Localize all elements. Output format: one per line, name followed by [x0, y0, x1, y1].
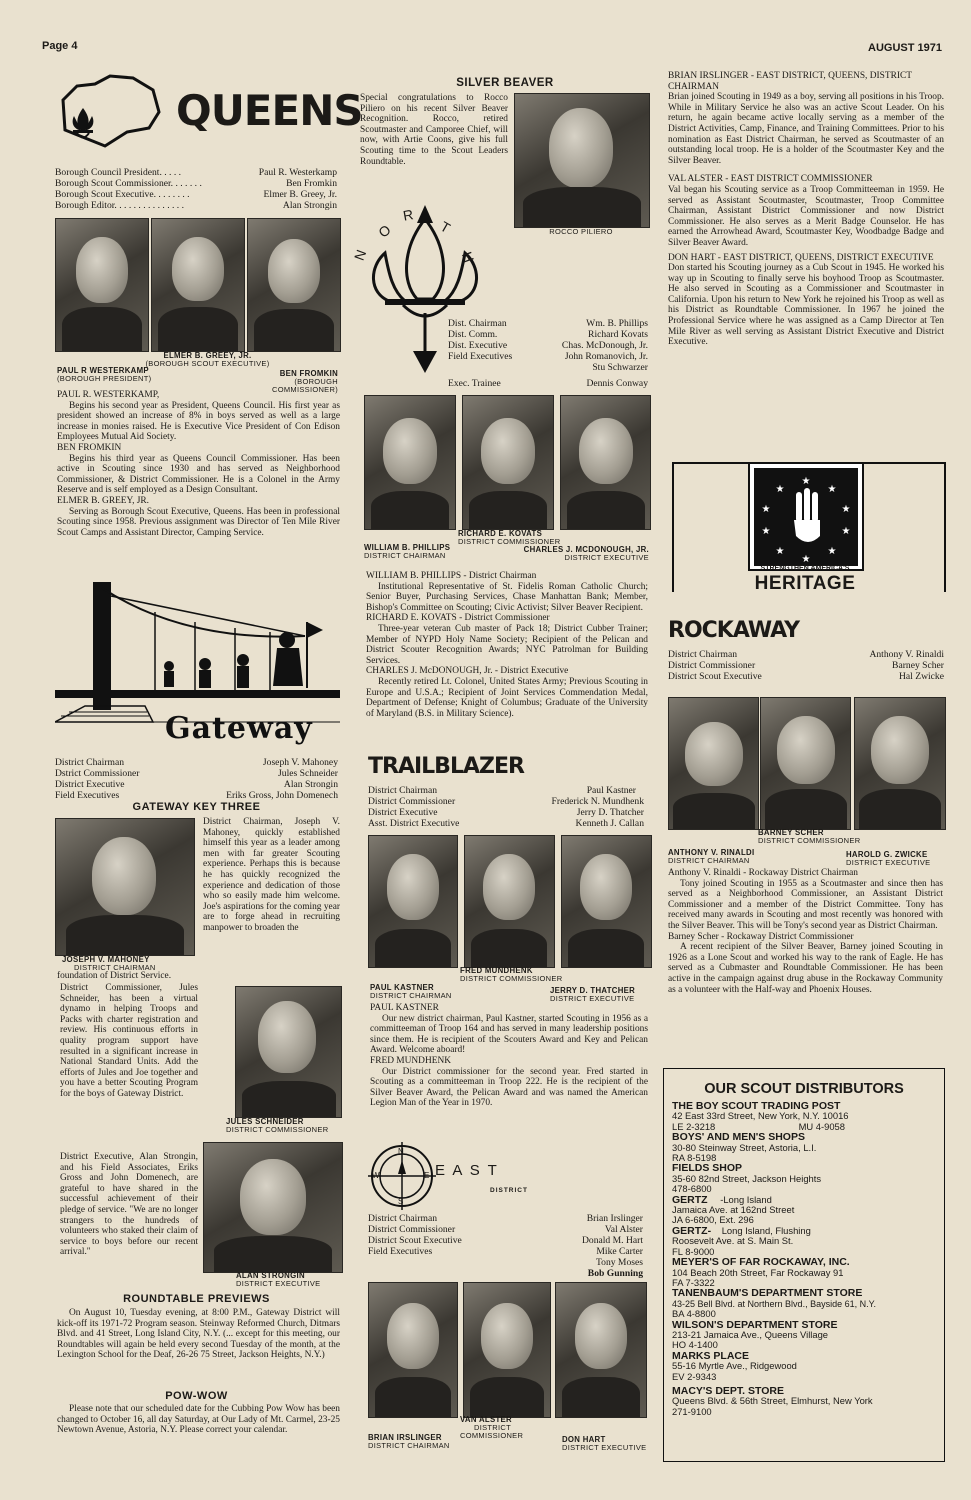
caption-role: (BOROUGH COMMISSIONER)	[272, 377, 338, 394]
issue-date: AUGUST 1971	[868, 42, 942, 54]
caption-role: DISTRICT CHAIRMAN	[74, 963, 156, 972]
officer-name: Elmer B. Greey, Jr.	[263, 189, 337, 200]
bio-name: PAUL R. WESTERKAMP,	[57, 390, 160, 400]
caption-name: CHARLES J. MCDONOUGH, JR.	[523, 545, 649, 554]
caption-scher	[758, 829, 868, 845]
roster-name: Frederick N. Mundhenk	[551, 796, 644, 807]
photo-scher	[760, 697, 851, 830]
photo-phillips	[364, 395, 456, 530]
roster-row	[55, 790, 338, 801]
caption-thatcher	[550, 987, 650, 1003]
bio-text: Our District commissioner for the second year. Fred started in Scouting as a committeeman in Troop 222. He is the recipient of the Silver Beaver Award, the Pelican Award and was named the American Legion Man of the Year in 1970.	[370, 1066, 648, 1109]
photo-mahoney	[55, 818, 195, 956]
roster-row	[448, 362, 648, 373]
caption-role: DISTRICT CHAIRMAN	[368, 1441, 450, 1450]
roster-row	[368, 1224, 643, 1235]
caption-mundhenk	[460, 967, 570, 983]
bio-text: Our new district chairman, Paul Kastner, started Scouting in 1956 as a committeeman of Troop 164 and has served in many leadership positions since them. He is recipient of the Scouters Award and Key and Pelican Award. Welcome aboard!	[370, 1013, 648, 1056]
distributor-name: MACY'S DEPT. STORE	[672, 1384, 784, 1397]
caption-name: JERRY D. THATCHER	[550, 986, 636, 995]
distributor-line: 42 East 33rd Street, New York, N.Y. 10016	[672, 1110, 849, 1122]
distributor-item	[672, 1132, 936, 1163]
caption-mcdonough	[505, 546, 649, 562]
roster-name: Dennis Conway	[586, 378, 648, 389]
roster-name: Mike Carter	[596, 1246, 643, 1257]
roster-role: District Executive	[55, 779, 125, 790]
svg-text:★: ★	[801, 554, 811, 565]
queens-map-outline	[55, 72, 165, 152]
roster-row	[368, 1213, 643, 1224]
bio-text: Brian joined Scouting in 1949 as a boy, serving all positions in his Troop. While in Military Service he also was an active Scout Leader. On his return, he again became active locally serving as a member of the District Activities, Camp, Finance, and Training Committees. Prior to his nomination as East District Chairman, he served as Scoutmaster of an outstanding local troop. He is a holder of the Scoutmaster Key and the Silver Beaver.	[668, 92, 944, 166]
roster-row	[668, 671, 944, 682]
distributors-list	[664, 1097, 944, 1417]
roster-name: Donald M. Hart	[581, 1235, 643, 1246]
compass-letter: N	[398, 1147, 404, 1156]
caption-irslinger	[368, 1434, 478, 1450]
compass-letter: S	[398, 1197, 404, 1206]
svg-text:★: ★	[761, 526, 771, 537]
rockaway-roster	[668, 649, 944, 682]
photo-irslinger	[368, 1282, 458, 1418]
bio-text: Recently retired Lt. Colonel, United States Army; Previous Scouting in Europe and U.S.A.; Recipient of Joint Services Commendation Medal, Department of Defense; Knight of Columbus; Graduate of the University of Maryland (B.S. in Military Science).	[366, 676, 648, 719]
caption-rinaldi	[668, 849, 778, 865]
photo-alster	[463, 1282, 551, 1418]
photo-mcdonough	[560, 395, 651, 530]
caption-strongin	[236, 1272, 340, 1288]
compass-letter: R	[401, 206, 415, 224]
distributor-line: Roosevelt Ave. at S. Main St.	[672, 1235, 794, 1247]
distributor-line: Long Island, Flushing	[721, 1224, 811, 1236]
roster-row	[368, 796, 644, 807]
north-roster	[448, 318, 648, 389]
distributor-name: BOYS' AND MEN'S SHOPS	[672, 1131, 805, 1144]
distributor-line: EV 2-9343	[672, 1370, 717, 1382]
roundtable-title: ROUNDTABLE PREVIEWS	[123, 1293, 270, 1305]
roster-role: District Chairman	[368, 785, 438, 796]
distributor-item	[672, 1163, 936, 1194]
roster-row	[368, 807, 644, 818]
silver-beaver-title: SILVER BEAVER	[456, 77, 554, 89]
caption-name: VAN ALSTER	[460, 1415, 512, 1424]
distributor-item	[672, 1386, 936, 1417]
caption-greey	[145, 352, 270, 368]
roster-row	[448, 318, 648, 329]
distributor-line: JA 6-6800, Ext. 296	[672, 1214, 754, 1226]
distributor-name: GERTZ-	[672, 1224, 712, 1237]
roster-name: Stu Schwarzer	[592, 362, 648, 373]
roster-name: Hal Zwicke	[898, 671, 944, 682]
trailblazer-title: TRAILBLAZER	[368, 754, 524, 779]
distributor-item	[672, 1257, 936, 1288]
caption-zwicke	[846, 851, 944, 867]
svg-text:★: ★	[827, 484, 837, 495]
roster-role: District Commissioner	[368, 796, 456, 807]
roster-role: District Commissioner	[368, 1224, 456, 1235]
officer-name: Alan Strongin	[282, 200, 337, 211]
east-roster	[368, 1213, 643, 1279]
roster-row	[55, 779, 338, 790]
roster-row	[448, 329, 648, 340]
caption-name: BEN FROMKIN	[279, 369, 338, 378]
roster-role: Dist. Chairman	[448, 318, 507, 329]
distributor-line: 30-80 Steinway Street, Astoria, L.I.	[672, 1141, 817, 1153]
compass-letter: H	[458, 249, 478, 265]
caption-name: RICHARD E. KOVATS	[458, 529, 543, 538]
bio-name: Anthony V. Rinaldi - Rockaway District Chairman	[668, 868, 858, 878]
distributor-line: 43-25 Bell Blvd. at Northern Blvd., Bayside 61, N.Y.	[672, 1298, 876, 1309]
roster-name: Barney Scher	[892, 660, 944, 671]
roster-name: Joseph V. Mahoney	[262, 757, 338, 768]
bio-text: Don started his Scouting journey as a Cub Scout in 1945. He worked his way up in Scouting to finally serve his boyhood Troop as Scoutmaster. He also served in Scouting as a Commissioner and Scoutmaster in California. Upon his return to New York he rejoined his Troop as well as his District as Roundtable Commissioner. In 1967 he joined the Professional Service where he was assigned as a Camp Director at Ten Mile River as well serving as Assistant District Executive and District Executive.	[668, 263, 944, 348]
caption-name: PAUL KASTNER	[370, 983, 434, 992]
bio-text: Tony joined Scouting in 1955 as a Scoutmaster and since then has served as a Neighborhood Commissioner, an Assistant District Commissioner and a member of the District Committee. Tony has received many awards in Scouting and most recently was honored with the Silver Beaver. This will be Tony's second year as District Chairman.	[668, 878, 943, 931]
roster-role: District Executive	[368, 807, 438, 818]
distributor-item	[672, 1320, 936, 1351]
photo-schneider	[235, 986, 342, 1118]
distributor-item	[672, 1351, 936, 1382]
powwow-text: Please note that our scheduled date for the Cubbing Pow Wow has been changed to October 16, all day Saturday, at Our Lady of Mt. Carmel, 23-25 Newtown Avenue, Astoria, N.Y. Please correct your calendar.	[57, 1404, 340, 1436]
bio-name: PAUL KASTNER	[370, 1003, 439, 1013]
caption-hart	[562, 1436, 652, 1452]
distributor-line: FA 7-3322	[672, 1276, 715, 1288]
distributor-item	[672, 1101, 936, 1132]
roster-role: Asst. District Executive	[368, 818, 460, 829]
officer-row	[55, 189, 337, 200]
svg-text:★: ★	[801, 476, 811, 487]
queens-bios	[57, 390, 340, 538]
roster-role: District Chairman	[55, 757, 125, 768]
distributor-line: 213-21 Jamaica Ave., Queens Village	[672, 1328, 829, 1340]
svg-text:★: ★	[841, 526, 851, 537]
caption-role: DISTRICT COMMISSIONER	[460, 1423, 524, 1440]
roster-role: Field Executives	[55, 790, 120, 801]
bio-name: RICHARD E. KOVATS - District Commissioner	[366, 613, 550, 624]
compass-letter: T	[437, 217, 453, 237]
roster-row	[368, 785, 644, 796]
officer-role: Borough Council President. . . . .	[55, 167, 182, 178]
mahoney-text: District Chairman, Joseph V. Mahoney, quickly established himself this year as a leader among men with far greater Scouting experience. Perhaps this is because he has quickly recognized the experience and dedication of those who so easily made him welcome. Joe's aspirations for the coming year are to forge ahead in recruiting manpower to broaden the	[203, 817, 340, 933]
silver-beaver-text: Special congratulations to Rocco Piliero on his recent Silver Beaver Recognition. Rocco, retired Scoutmaster and Camporee Chief, will now, with Artie Coons, give his full Scouting time to the Scout Leaders Roundtable.	[360, 93, 508, 167]
roster-role: District Chairman	[668, 649, 738, 660]
caption-mahoney	[62, 956, 188, 972]
roster-name: Anthony V. Rinaldi	[869, 649, 944, 660]
roster-name: Val Alster	[604, 1224, 643, 1235]
officer-role: Borough Scout Commissioner. . . . . . .	[55, 178, 202, 189]
roster-role: Exec. Trainee	[448, 378, 501, 389]
caption-role: DISTRICT EXECUTIVE	[846, 858, 931, 867]
distributor-line: HO 4-1400	[672, 1339, 718, 1351]
heritage-emblem	[748, 462, 864, 571]
roster-name: Jerry D. Thatcher	[576, 807, 644, 818]
photo-fromkin	[247, 218, 341, 352]
schneider-text: District Commissioner, Jules Schneider, has been a virtual dynamo in helping Troops and Packs with charter registration and review. His continuous efforts in quality program support have resulted in a significant increase in National Standard Units. Add the efforts of Jules and Joe together and you have a better Scouting Program for the boys of Gateway District.	[60, 983, 198, 1099]
mahoney-text-continued: foundation of District Service.	[57, 971, 172, 981]
distributor-item	[672, 1288, 936, 1319]
photo-rinaldi	[668, 697, 759, 830]
officer-row	[55, 200, 337, 211]
page-number: Page 4	[42, 40, 78, 52]
roster-role: Field Executives	[368, 1246, 433, 1257]
roster-row	[368, 1268, 643, 1279]
caption-name: PAUL R WESTERKAMP	[57, 366, 149, 375]
caption-name: ALAN STRONGIN	[236, 1271, 305, 1280]
caption-role: DISTRICT EXECUTIVE	[550, 994, 635, 1003]
roster-role: District Scout Executive	[368, 1235, 462, 1246]
distributor-name: TANENBAUM'S DEPARTMENT STORE	[672, 1287, 863, 1300]
east-compass-emblem	[366, 1140, 438, 1212]
photo-zwicke	[854, 697, 946, 830]
east-subtitle: DISTRICT	[490, 1187, 528, 1194]
roster-row	[448, 340, 648, 351]
bio-name: BRIAN IRSLINGER - EAST DISTRICT, QUEENS, DISTRICT CHAIRMAN	[668, 71, 912, 92]
distributor-line: Jamaica Ave. at 162nd Street	[672, 1204, 795, 1216]
queens-title: QUEENS	[176, 86, 363, 135]
distributor-line: -Long Island	[720, 1193, 772, 1205]
officer-name: Ben Fromkin	[286, 178, 337, 189]
gateway-key-three-title: GATEWAY KEY THREE	[132, 801, 261, 813]
distributor-line: RA 8-5198	[672, 1152, 717, 1164]
distributor-name: FIELDS SHOP	[672, 1162, 743, 1175]
distributor-line: Queens Blvd. & 56th Street, Elmhurst, New York	[672, 1395, 873, 1407]
roster-row	[368, 1235, 643, 1246]
distributor-name: THE BOY SCOUT TRADING POST	[672, 1100, 841, 1112]
photo-hart	[555, 1282, 647, 1418]
officer-role: Borough Editor. . . . . . . . . . . . . . .	[55, 200, 184, 211]
rockaway-bios	[668, 868, 943, 995]
caption-name: HAROLD G. ZWICKE	[846, 850, 928, 859]
distributor-name: MEYER'S OF FAR ROCKAWAY, INC.	[672, 1256, 850, 1269]
compass-letter: W	[372, 1171, 380, 1180]
roster-row	[368, 1246, 643, 1257]
roster-name: Wm. B. Phillips	[586, 318, 648, 329]
heritage-line1: STRENGTHEN AMERICA'S	[760, 565, 850, 572]
photo-kastner	[368, 835, 458, 968]
bio-name: VAL ALSTER - EAST DISTRICT COMMISSIONER	[668, 174, 873, 185]
bio-text: Val began his Scouting service as a Troop Committeeman in 1959. He served as Assistant Scoutmaster, Scoutmaster, Troop Committee Chairman, Assistant District Commissioner and now District Commissioner. He also serves as a Merit Badge Counselor. He has earned the Arrowhead Award, Scoutmaster Key, Woodbadge Badge and Silver Beaver Award.	[668, 184, 944, 248]
caption-role: (BOROUGH SCOUT EXECUTIVE)	[145, 359, 270, 368]
east-title: E A S T	[435, 1162, 499, 1179]
photo-greey	[151, 218, 245, 352]
distributor-line: 35-60 82nd Street, Jackson Heights	[672, 1172, 822, 1184]
roster-role: Field Executives	[448, 351, 513, 362]
photo-mundhenk	[464, 835, 555, 968]
bio-name: BEN FROMKIN	[57, 442, 122, 453]
roster-name: Eriks Gross, John Domenech	[226, 790, 338, 801]
roster-row	[55, 757, 338, 768]
photo-westerkamp	[55, 218, 149, 352]
caption-role: DISTRICT EXECUTIVE	[564, 553, 649, 562]
photo-piliero	[514, 93, 650, 228]
queens-officers	[55, 167, 337, 211]
distributor-line: 104 Beach 20th Street, Far Rockaway 91	[672, 1266, 844, 1278]
distributor-line: LE 2-3218 MU 4-9058	[672, 1120, 845, 1132]
roster-name: John Romanovich, Jr.	[564, 351, 648, 362]
caption-role: DISTRICT COMMISSIONER	[758, 836, 861, 845]
officer-row	[55, 167, 337, 178]
distributor-item	[672, 1226, 936, 1257]
caption-role: DISTRICT EXECUTIVE	[562, 1443, 647, 1452]
north-bios	[366, 571, 648, 719]
roundtable-text: On August 10, Tuesday evening, at 8:00 P.M., Gateway District will kick-off its 1971-72 Program season. Steinway Reformed Church, Ditmars Blvd. and 41 Street, Long Island City, N.Y. (... except for this meeting, our Roundtables will again be held every second Tuesday of the month, at the Lexington School for the Deaf, 26-26 75 Street, Jackson Heights, N.Y.)	[57, 1308, 340, 1361]
caption-kastner	[370, 984, 470, 1000]
compass-letter: O	[375, 221, 394, 241]
compass-letter: E	[424, 1171, 430, 1180]
caption-role: DISTRICT CHAIRMAN	[370, 991, 452, 1000]
roster-role: Dist. Comm.	[448, 329, 498, 340]
bio-name: ELMER B. GREEY, JR.	[57, 495, 150, 506]
caption-phillips	[364, 544, 474, 560]
caption-schneider	[226, 1118, 342, 1134]
roster-name: Richard Kovats	[588, 329, 648, 340]
caption-name: WILLIAM B. PHILLIPS	[364, 543, 451, 552]
bio-name: DON HART - EAST DISTRICT, QUEENS, DISTRICT EXECUTIVE	[668, 252, 934, 263]
distributor-line: 478-6800	[672, 1183, 712, 1195]
caption-name: ANTHONY V. RINALDI	[668, 848, 755, 857]
bio-name: Barney Scher - Rockaway District Commissioner	[668, 931, 854, 942]
caption-name: JULES SCHNEIDER	[226, 1117, 304, 1126]
photo-strongin	[203, 1142, 343, 1273]
caption-name: BRIAN IRSLINGER	[368, 1433, 442, 1442]
roster-name: Alan Strongin	[283, 779, 338, 790]
distributor-name: MARKS PLACE	[672, 1349, 750, 1362]
powwow-title: POW-WOW	[165, 1390, 228, 1402]
svg-text:★: ★	[761, 504, 771, 515]
roster-row	[668, 660, 944, 671]
officer-row	[55, 178, 337, 189]
strongin-text: District Executive, Alan Strongin, and his Field Associates, Eriks Gross and John Domenech, are grateful to have shared in the successful achievement of their pledge of service. "We are no longer strangers to the hundreds of volunteers who staked their claim of service to boys before our recent arrival."	[60, 1152, 198, 1258]
roster-name: Bob Gunning	[587, 1268, 643, 1279]
caption-role: DISTRICT EXECUTIVE	[236, 1279, 321, 1288]
bio-name: FRED MUNDHENK	[370, 1055, 451, 1066]
officer-name: Paul R. Westerkamp	[258, 167, 337, 178]
bio-text: Three-year veteran Cub master of Pack 18; District Cubber Trainer; Member of NYPD Holy Name Society; Recipient of the Pelican and District Scouter Recognition Awards; NYC Patrolman for Building Services.	[366, 623, 648, 666]
bio-name: CHARLES J. McDONOUGH, Jr. - District Executive	[366, 666, 569, 677]
roster-role: Dist. Executive	[448, 340, 508, 351]
caption-role: DISTRICT COMMISSIONER	[458, 537, 561, 546]
distributor-line: 55-16 Myrtle Ave., Ridgewood	[672, 1360, 797, 1372]
svg-text:★: ★	[841, 504, 851, 515]
photo-thatcher	[561, 835, 652, 968]
roster-name: Tony Moses	[595, 1257, 643, 1268]
caption-name: FRED MUNDHENK	[460, 966, 533, 975]
svg-text:★: ★	[827, 546, 837, 557]
distributor-name: WILSON'S DEPARTMENT STORE	[672, 1318, 838, 1331]
compass-letter: N	[350, 247, 370, 263]
distributor-line: 271-9100	[672, 1405, 712, 1417]
caption-role: DISTRICT CHAIRMAN	[668, 856, 750, 865]
rockaway-title: ROCKAWAY	[668, 618, 800, 643]
roster-row	[668, 649, 944, 660]
caption-name: BARNEY SCHER	[758, 828, 824, 837]
bio-name: WILLIAM B. PHILLIPS - District Chairman	[366, 571, 537, 581]
bio-text: Begins his second year as President, Queens Council. His first year as president showed an increase of 8% in boys served as well as a large increase in monies raised. He is Executive Vice President of Con Edison Employees Mutual Aid Society.	[57, 400, 340, 443]
gateway-roster	[55, 757, 338, 801]
roster-name: Paul Kastner	[586, 785, 636, 796]
roster-role: Dstrict Commissioner	[55, 768, 140, 779]
roster-role: District Commissioner	[668, 660, 756, 671]
gateway-title: Gateway	[165, 711, 313, 746]
bio-text: Serving as Borough Scout Executive, Queens. Has been in professional Scouting since 1958. Previous assignment was Director of Ten Mile River Scout Camps and Assistant Director, Camping Service.	[57, 506, 340, 538]
bio-text: A recent recipient of the Silver Beaver, Barney joined Scouting in 1926 as a Lone Scout and worked his way to the rank of Eagle. He has served as a Cubmaster and Roundtable Commissioner. He has been active in the campaign against drug abuse in the Rockaway Community as a volunteer with the Half-way and Phoenix Houses.	[668, 942, 943, 995]
roster-row	[448, 351, 648, 362]
roster-row	[448, 378, 648, 389]
bio-text: Institutional Representative of St. Fidelis Roman Catholic Church; Senior Buyer, Purchasing Services, Chase Manhattan Bank; Member, Bishop's Committee on Scouting; Civic Activist; Silver Beaver Recipient.	[366, 581, 648, 613]
caption-role: DISTRICT COMMISSIONER	[460, 974, 563, 983]
distributor-line: FL 8-9000	[672, 1245, 715, 1257]
bio-text: Begins his third year as Queens Council Commissioner. Has been active in Scouting since 1930 and has served as Neighborhood Commissioner, & District Commissioner. He is a Colonel in the Army Reserve and is self employed as a Design Consultant.	[57, 453, 340, 496]
caption-role: DISTRICT COMMISSIONER	[226, 1125, 329, 1134]
svg-text:★: ★	[775, 546, 785, 557]
officer-role: Borough Scout Executive. . . . . . . .	[55, 189, 190, 200]
distributor-line: BA 4-8800	[672, 1308, 716, 1320]
roster-row	[368, 1257, 643, 1268]
caption-name: DON HART	[562, 1435, 606, 1444]
heritage-line2: HERITAGE	[754, 573, 856, 594]
caption-name: ELMER B. GREEY, JR.	[163, 351, 252, 360]
caption-westerkamp	[57, 367, 167, 383]
roster-name: Kenneth J. Callan	[575, 818, 644, 829]
roster-name: Jules Schneider	[278, 768, 338, 779]
east-bios	[668, 71, 944, 348]
photo-kovats	[462, 395, 554, 530]
distributors-box	[663, 1068, 945, 1462]
caption-role: DISTRICT CHAIRMAN	[364, 551, 446, 560]
trailblazer-bios	[370, 1003, 648, 1109]
trailblazer-roster	[368, 785, 644, 829]
caption-kovats	[458, 530, 568, 546]
caption-piliero: ROCCO PILIERO	[549, 227, 613, 236]
roster-name: Brian Irslinger	[586, 1213, 643, 1224]
roster-row	[55, 768, 338, 779]
caption-name: JOSEPH V. MAHONEY	[62, 955, 150, 964]
roster-role: District Chairman	[368, 1213, 438, 1224]
distributor-item	[672, 1195, 936, 1226]
svg-text:★: ★	[775, 484, 785, 495]
distributors-title: OUR SCOUT DISTRIBUTORS	[704, 1081, 904, 1097]
caption-role: (BOROUGH PRESIDENT)	[57, 374, 152, 383]
roster-role: District Scout Executive	[668, 671, 762, 682]
distributor-name: GERTZ	[672, 1193, 708, 1206]
roster-row	[368, 818, 644, 829]
roster-name: Chas. McDonough, Jr.	[561, 340, 648, 351]
